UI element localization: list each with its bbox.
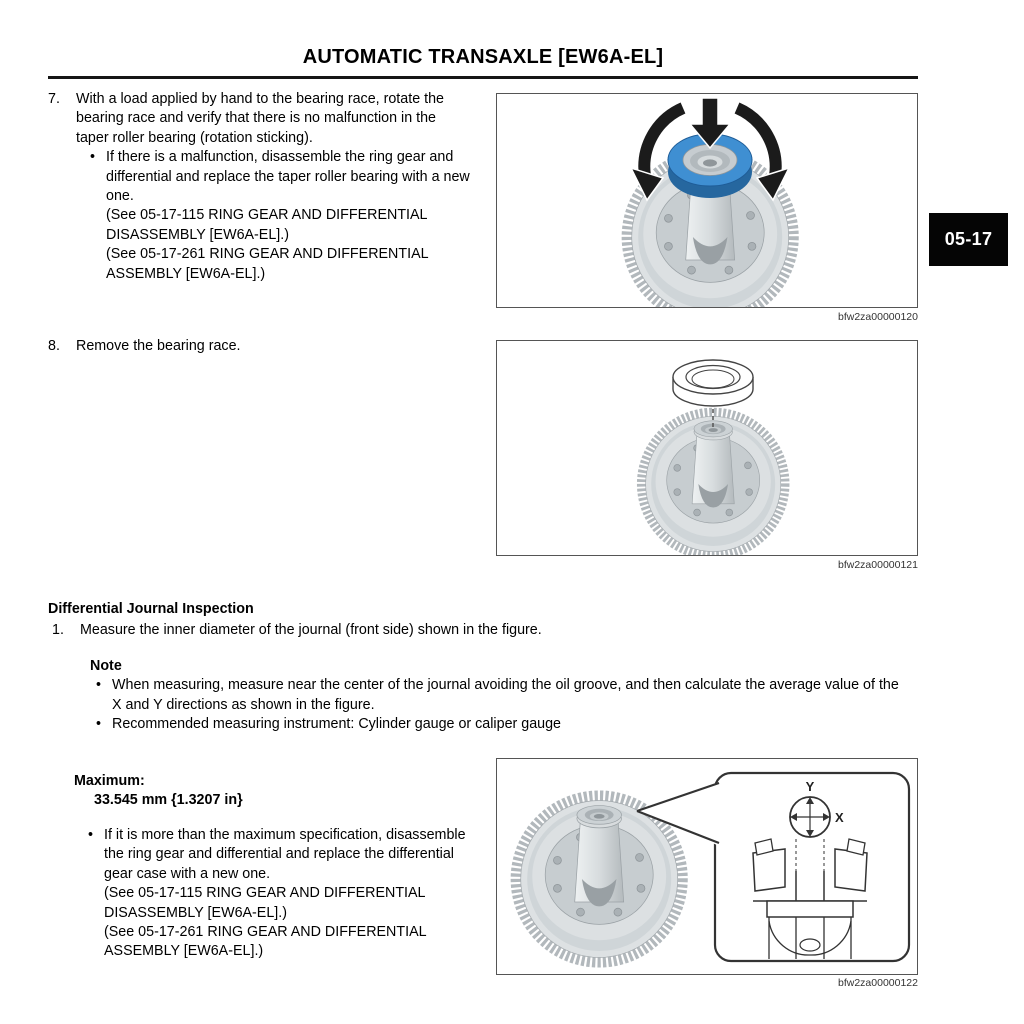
note-bullet-1-text: When measuring, measure near the center of the journal avoiding the oil groove, and then calculate the average value of the X and Y directions as shown in the figure. xyxy=(112,677,899,713)
spec-maximum-value: 33.545 mm {1.3207 in} xyxy=(94,792,243,809)
inspection-bullet-text: If it is more than the maximum specification, disassemble the ring gear and differential and replace the differential gear case with a new one. xyxy=(104,827,466,882)
cross-reference-assembly: (See 05-17-261 RING GEAR AND DIFFERENTIAL ASSEMBLY [EW6A-EL].) xyxy=(104,924,427,960)
axis-x-label: X xyxy=(835,810,844,825)
figure-bearing-race-removal xyxy=(496,340,918,556)
cross-reference-disassembly: (See 05-17-115 RING GEAR AND DIFFERENTIAL DISASSEMBLY [EW6A-EL].) xyxy=(104,885,425,921)
journal-measurement-illustration xyxy=(497,759,917,974)
header-rule xyxy=(48,76,918,79)
cross-reference-disassembly: (See 05-17-115 RING GEAR AND DIFFERENTIAL DISASSEMBLY [EW6A-EL].) xyxy=(106,207,427,243)
figure-3-caption: bfw2za00000122 xyxy=(838,977,918,989)
figure-bearing-rotation-check xyxy=(496,93,918,308)
step-7-number: 7. xyxy=(48,91,60,107)
differential-assembly-illustration xyxy=(497,94,917,307)
measurement-circle xyxy=(790,797,830,837)
bearing-race-removal-illustration xyxy=(497,341,917,555)
note-bullet-2-text: Recommended measuring instrument: Cylinder gauge or caliper gauge xyxy=(112,716,562,733)
step-8-text: Remove the bearing race. xyxy=(76,338,241,354)
cross-reference-assembly: (See 05-17-261 RING GEAR AND DIFFERENTIAL ASSEMBLY [EW6A-EL].) xyxy=(106,246,429,282)
bullet-dot xyxy=(90,148,106,284)
note-bullet-2 xyxy=(96,715,912,734)
axis-y-label: Y xyxy=(805,779,815,794)
inspection-step-1 xyxy=(52,621,912,640)
inspection-bullet xyxy=(88,826,480,962)
bullet-dot xyxy=(96,715,112,734)
note-bullet-1 xyxy=(96,676,912,715)
step-8 xyxy=(48,337,472,356)
section-heading: Differential Journal Inspection xyxy=(48,601,254,617)
step-7 xyxy=(48,90,472,284)
spec-maximum-label: Maximum: xyxy=(74,773,145,789)
page-title: AUTOMATIC TRANSAXLE [EW6A-EL] xyxy=(302,46,664,68)
step-7-bullet xyxy=(90,148,472,284)
figure-1-caption: bfw2za00000120 xyxy=(838,311,918,323)
spec-maximum xyxy=(74,772,243,811)
step-7-text: With a load applied by hand to the bearing race, rotate the bearing race and verify that there is no malfunction in the taper roller bearing (rotation sticking). xyxy=(76,91,444,146)
inspection-step-1-number: 1. xyxy=(52,622,64,638)
bullet-dot xyxy=(96,676,112,715)
figure-journal-measurement xyxy=(496,758,918,975)
step-7-bullet-text: If there is a malfunction, disassemble the ring gear and differential and replace the taper roller bearing with a new one. xyxy=(106,149,470,205)
removed-bearing-race-illustration xyxy=(671,360,755,406)
page-number-tab: 05-17 xyxy=(929,213,1008,266)
bullet-dot xyxy=(88,826,104,962)
note-title: Note xyxy=(90,658,122,674)
figure-2-caption: bfw2za00000121 xyxy=(838,559,918,571)
inspection-step-1-text: Measure the inner diameter of the journal (front side) shown in the figure. xyxy=(80,622,542,638)
note-block xyxy=(90,657,912,735)
step-8-number: 8. xyxy=(48,338,60,354)
